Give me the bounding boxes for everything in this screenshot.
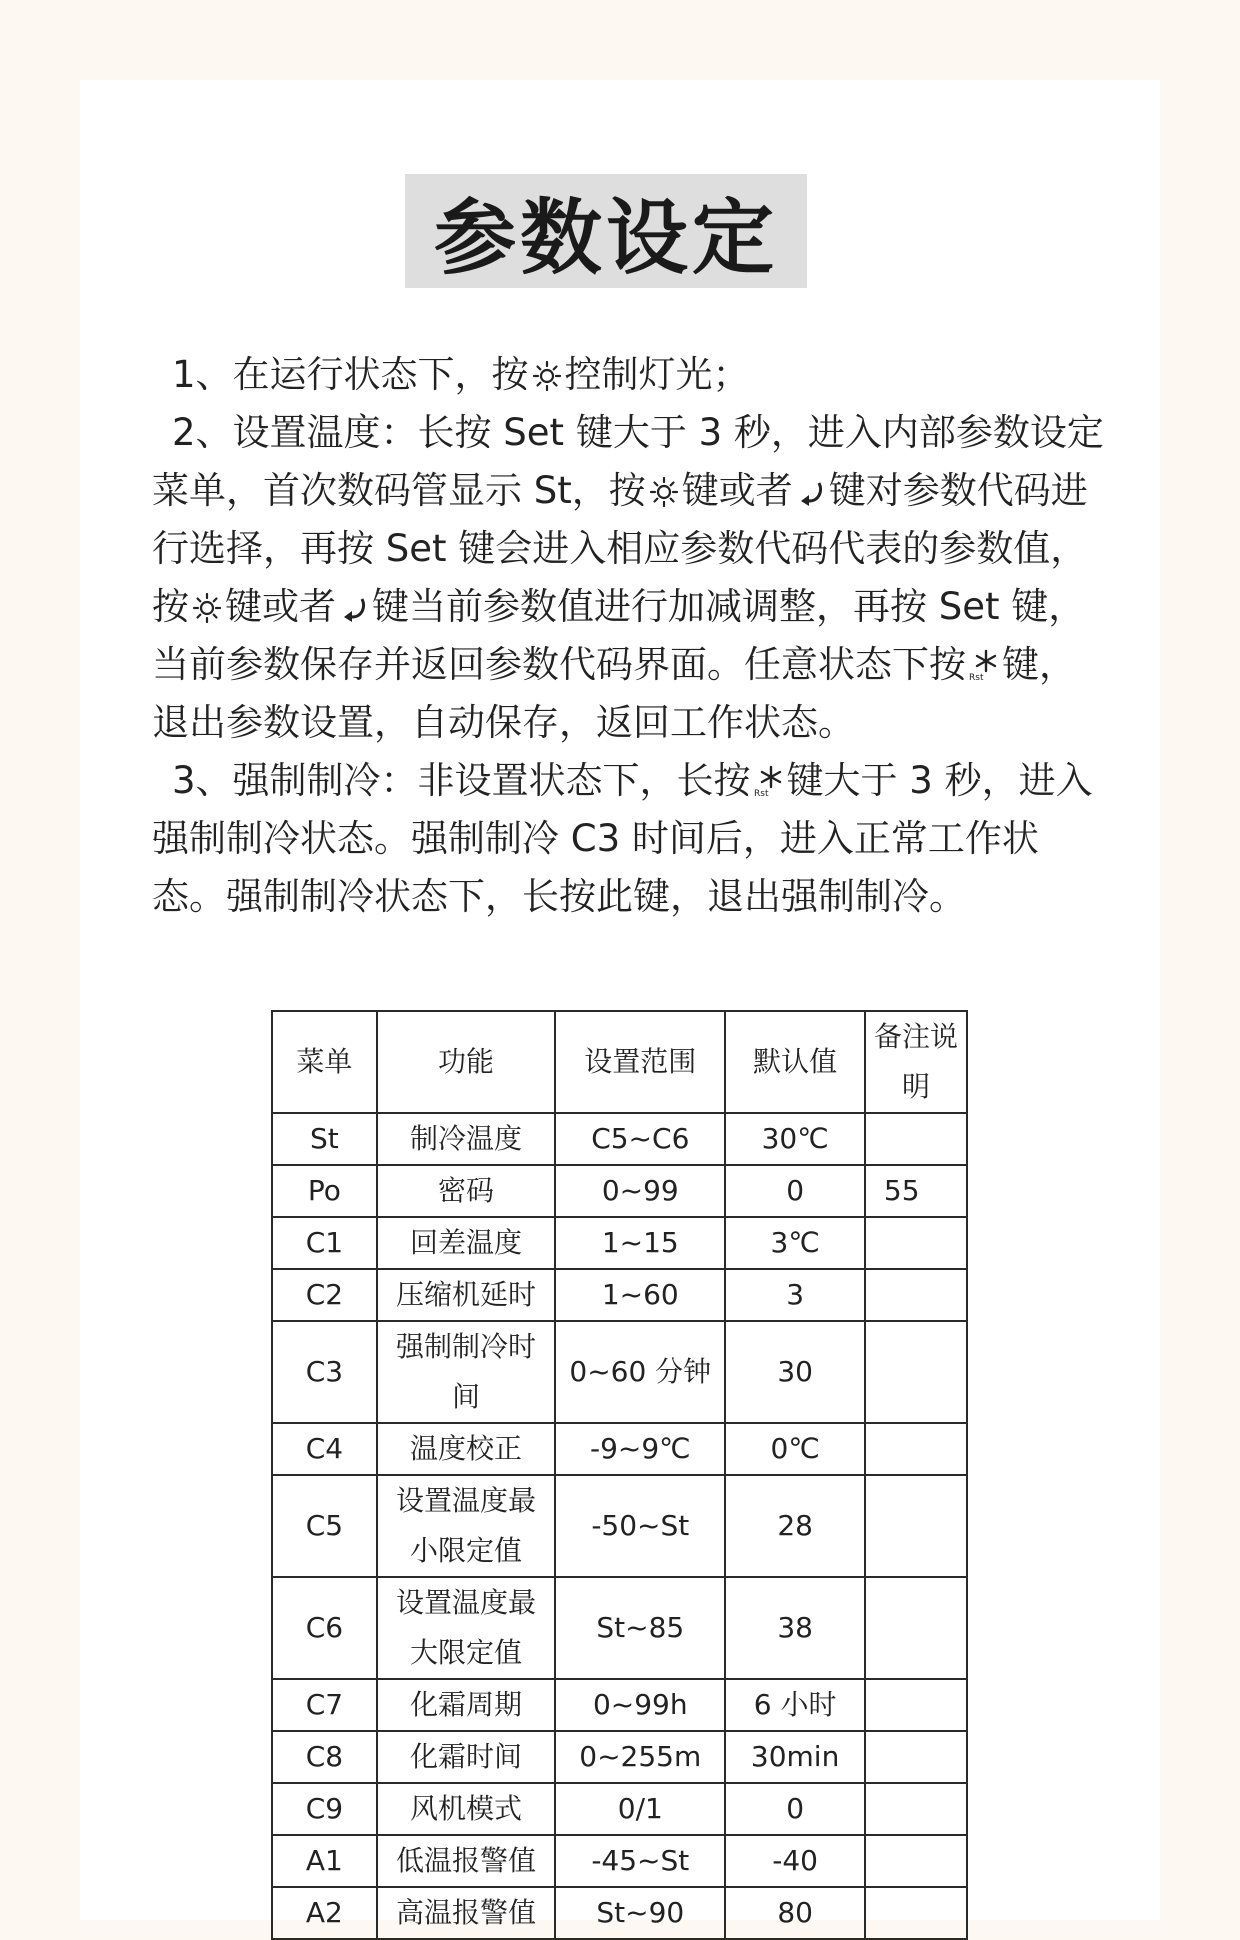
cell-default: 38 xyxy=(725,1577,865,1679)
instruction-2-text-a: 2、设置温度：长按 Set 键大于 3 秒，进入内部参数设定菜单，首次数码管显示 St，按 xyxy=(152,411,1104,512)
cell-menu: C4 xyxy=(272,1423,377,1475)
cell-note xyxy=(865,1679,967,1731)
header-menu: 菜单 xyxy=(272,1011,377,1113)
cell-note xyxy=(865,1731,967,1783)
cell-function: 回差温度 xyxy=(377,1217,555,1269)
cell-default: 0 xyxy=(725,1783,865,1835)
cell-default: 30℃ xyxy=(725,1113,865,1165)
instruction-1-text-a: 1、在运行状态下，按 xyxy=(172,353,529,396)
svg-text:Rst: Rst xyxy=(753,789,769,797)
snowflake-rst-icon xyxy=(968,649,1000,681)
cell-note xyxy=(865,1783,967,1835)
cell-menu: C2 xyxy=(272,1269,377,1321)
header-default: 默认值 xyxy=(725,1011,865,1113)
table-row xyxy=(272,1731,967,1783)
table-row xyxy=(272,1321,967,1423)
cell-range: -45~St xyxy=(555,1835,725,1887)
cell-default: 80 xyxy=(725,1887,865,1939)
instruction-2-text-c: 键对参数代码进行选择，再按 Set 键会进入相应参数代码代表的参数值，按 xyxy=(152,469,1088,628)
table-row xyxy=(272,1475,967,1577)
cell-menu: C1 xyxy=(272,1217,377,1269)
cell-range: 0~99 xyxy=(555,1165,725,1217)
instruction-2-text-f: 键，退出参数设置，自动保存，返回工作状态。 xyxy=(152,643,1076,744)
cell-range: St~90 xyxy=(555,1887,725,1939)
sun-light-icon xyxy=(191,591,223,623)
cell-default: 0℃ xyxy=(725,1423,865,1475)
cell-default: 6 小时 xyxy=(725,1679,865,1731)
cell-note xyxy=(865,1475,967,1577)
sun-light-icon xyxy=(648,475,680,507)
cell-menu: A2 xyxy=(272,1887,377,1939)
cell-default: 30min xyxy=(725,1731,865,1783)
instruction-3-text-b: 键大于 3 秒，进入强制制冷状态。强制制冷 C3 时间后，进入正常工作状态。强制制冷状态下，长按此键，退出强制制冷。 xyxy=(152,759,1093,918)
table-row xyxy=(272,1783,967,1835)
cell-menu: C9 xyxy=(272,1783,377,1835)
cell-range: 0/1 xyxy=(555,1783,725,1835)
cell-function: 强制制冷时间 xyxy=(377,1321,555,1423)
cell-range: 0~99h xyxy=(555,1679,725,1731)
table-row xyxy=(272,1113,967,1165)
cell-menu: Po xyxy=(272,1165,377,1217)
instructions xyxy=(152,346,1112,926)
table-row xyxy=(272,1679,967,1731)
cell-default: 30 xyxy=(725,1321,865,1423)
down-arrow-icon xyxy=(795,475,827,507)
cell-function: 化霜时间 xyxy=(377,1731,555,1783)
page-title: 参数设定 xyxy=(433,190,778,286)
cell-function: 密码 xyxy=(377,1165,555,1217)
title-banner xyxy=(405,174,807,288)
instruction-1-text-b: 控制灯光； xyxy=(564,353,750,396)
cell-note xyxy=(865,1113,967,1165)
parameter-table xyxy=(271,1010,968,1940)
cell-menu: C3 xyxy=(272,1321,377,1423)
cell-default: -40 xyxy=(725,1835,865,1887)
cell-range: 0~60 分钟 xyxy=(555,1321,725,1423)
cell-menu: C8 xyxy=(272,1731,377,1783)
table-row xyxy=(272,1577,967,1679)
table-row xyxy=(272,1269,967,1321)
cell-function: 设置温度最小限定值 xyxy=(377,1475,555,1577)
instruction-3-text-a: 3、强制制冷：非设置状态下，长按 xyxy=(172,759,751,802)
cell-range: St~85 xyxy=(555,1577,725,1679)
cell-menu: St xyxy=(272,1113,377,1165)
cell-function: 压缩机延时 xyxy=(377,1269,555,1321)
header-range: 设置范围 xyxy=(555,1011,725,1113)
cell-note xyxy=(865,1887,967,1939)
instruction-2-text-d: 键或者 xyxy=(225,585,336,628)
cell-menu: C5 xyxy=(272,1475,377,1577)
cell-range: C5~C6 xyxy=(555,1113,725,1165)
instruction-1 xyxy=(152,346,1112,404)
cell-note xyxy=(865,1577,967,1679)
table-row xyxy=(272,1887,967,1939)
cell-function: 高温报警值 xyxy=(377,1887,555,1939)
cell-note xyxy=(865,1321,967,1423)
instruction-3 xyxy=(152,752,1112,926)
table-header-row xyxy=(272,1011,967,1113)
cell-menu: C7 xyxy=(272,1679,377,1731)
table-row xyxy=(272,1165,967,1217)
cell-menu: C6 xyxy=(272,1577,377,1679)
header-function: 功能 xyxy=(377,1011,555,1113)
down-arrow-icon xyxy=(338,591,370,623)
cell-function: 化霜周期 xyxy=(377,1679,555,1731)
svg-text:Rst: Rst xyxy=(969,673,984,681)
instruction-2 xyxy=(152,404,1112,752)
cell-note: 55 xyxy=(865,1165,967,1217)
table-row xyxy=(272,1423,967,1475)
cell-menu: A1 xyxy=(272,1835,377,1887)
cell-note xyxy=(865,1269,967,1321)
instruction-2-text-b: 键或者 xyxy=(681,469,793,512)
cell-function: 制冷温度 xyxy=(377,1113,555,1165)
cell-range: -9~9℃ xyxy=(555,1423,725,1475)
cell-function: 风机模式 xyxy=(377,1783,555,1835)
cell-range: 1~60 xyxy=(555,1269,725,1321)
header-note: 备注说明 xyxy=(865,1011,967,1113)
cell-note xyxy=(865,1423,967,1475)
cell-function: 设置温度最大限定值 xyxy=(377,1577,555,1679)
cell-range: 1~15 xyxy=(555,1217,725,1269)
snowflake-rst-icon xyxy=(753,765,785,797)
cell-range: 0~255m xyxy=(555,1731,725,1783)
cell-default: 3℃ xyxy=(725,1217,865,1269)
cell-note xyxy=(865,1217,967,1269)
cell-default: 28 xyxy=(725,1475,865,1577)
cell-default: 0 xyxy=(725,1165,865,1217)
table-row xyxy=(272,1835,967,1887)
instruction-2-text-e: 键当前参数值进行加减调整，再按 Set 键，当前参数保存并返回参数代码界面。任意状态下按 xyxy=(152,585,1086,686)
cell-default: 3 xyxy=(725,1269,865,1321)
sun-light-icon xyxy=(531,359,563,391)
cell-function: 低温报警值 xyxy=(377,1835,555,1887)
cell-note xyxy=(865,1835,967,1887)
table-row xyxy=(272,1217,967,1269)
cell-function: 温度校正 xyxy=(377,1423,555,1475)
cell-range: -50~St xyxy=(555,1475,725,1577)
